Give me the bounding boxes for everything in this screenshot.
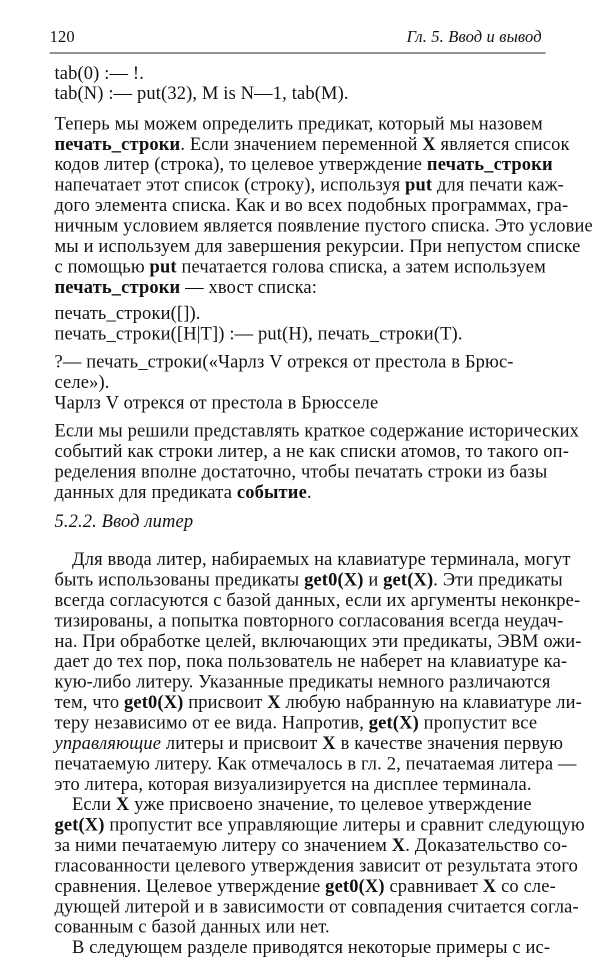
text-line: теру независимо от ее вида. Напротив, get(X) пропустит все [54,712,538,734]
running-head: Гл. 5. Ввод и вывод [406,27,542,46]
text-line: кую-либо литеру. Указанные предикаты немного различаются [54,672,551,693]
text-line: напечатает этот список (строку), используя put для печати каж- [54,175,564,196]
text-line: событий как строки литер, а не как списки атомов, то такого оп- [54,441,570,462]
text-line: сравнения. Целевое утверждение get0(X) сравнивает X со сле- [54,876,556,897]
code-line: tab(N) :— put(32), M is N—1, tab(M). [54,83,349,105]
text-line: Если X уже присвоено значение, то целевое утверждение [71,794,532,816]
code-line: печать_строки([]). [54,303,201,324]
page-number: 120 [49,27,75,46]
text-line: Теперь мы можем определить предикат, который мы назовем [54,113,543,135]
text-line: всегда согласуются с базой данных, если их аргументы неконкре- [54,590,581,611]
predicate-name: печать_строки [426,154,553,176]
text-line: быть использованы предикаты get0(X) и get(X). Эти предикаты [54,569,563,591]
text-line: дает до тех пор, пока пользователь не наберет на клавиатуре ка- [54,651,568,673]
text-line: Если мы решили представлять краткое содержание исторических [54,421,580,442]
text-line: кодов литер (строка), то целевое утверждение печать_строки [54,154,553,176]
text-line: на. При обработке целей, включающих эти предикаты, ЭВМ ожи- [54,631,582,652]
text-line: печать_строки — хвост списка: [54,277,318,298]
text-line: дующей литерой и в зависимости от совпадения считается согла- [54,896,579,918]
text-line: данных для предиката событие. [54,482,312,503]
text-line: печатаемую литеру. Как отмечалось в гл. 2, печатаемая литера — [54,753,577,775]
text-line: тизированы, а попытка повторного согласования всегда неудач- [54,610,564,632]
text-line: get(X) пропустит все управляющие литеры и сравнит следующую [54,815,585,836]
text-line: ределения вполне достаточно, чтобы печатать строки из базы [54,461,548,483]
predicate-name: печать_строки [54,277,181,298]
query-line: селе»). [54,372,110,393]
code-line: tab(0) :— !. [54,63,144,84]
text-line: за ними печатаемую литеру со значением X. Доказательство со- [54,835,568,856]
text-line: сованным с базой данных или нет. [54,917,330,938]
text-line: тем, что get0(X) присвоит X любую набранную на клавиатуре ли- [54,692,582,713]
text-line: гласованности целевого утверждения зависит от результата этого [54,855,579,877]
text-line: это литера, которая визуализируется на дисплее терминала. [54,774,532,795]
text-line: В следующем разделе приводятся некоторые примеры с ис- [71,937,551,959]
code-line: печать_строки([H|T]) :— put(H), печать_строки(T). [54,323,463,345]
query-line: ?— печать_строки(«Чарлз V отрекся от престола в Брюс- [54,352,514,373]
text-line: дого элемента списка. Как и во всех подобных программах, гра- [54,195,569,216]
text-line: печать_строки. Если значением переменной X является список [54,134,570,155]
page-header [50,27,546,53]
output-line: Чарлз V отрекся от престола в Брюсселе [54,392,379,414]
section-heading: 5.2.2. Ввод литер [54,511,194,533]
predicate-name: печать_строки [54,134,181,155]
text-line: управляющие литеры и присвоит X в качестве значения первую [54,733,564,754]
text-line: Для ввода литер, набираемых на клавиатуре терминала, могут [71,549,571,570]
text-line: с помощью put печатается голова списка, а затем используем [54,256,546,278]
text-line: мы и используем для завершения рекурсии. При непустом списке [54,236,581,257]
text-line: ничным условием является появление пустого списка. Это условие [54,215,593,237]
